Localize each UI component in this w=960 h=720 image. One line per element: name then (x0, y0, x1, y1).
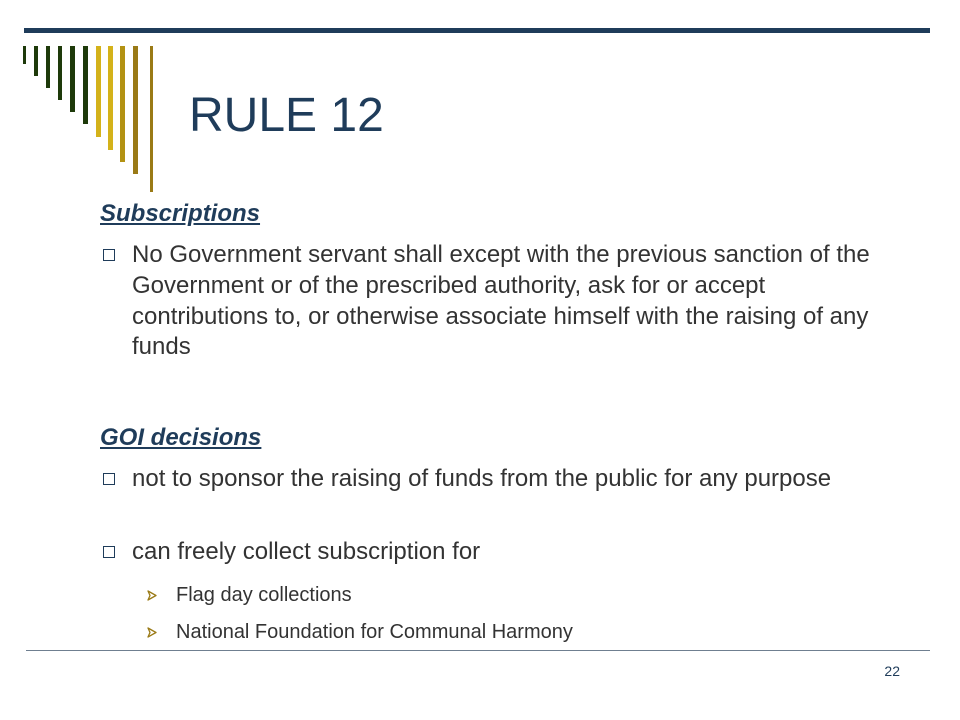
section-heading-goi-decisions: GOI decisions (100, 424, 262, 451)
arrow-right-icon (147, 627, 158, 638)
decorative-bar (150, 46, 153, 192)
hollow-square-icon (103, 473, 115, 485)
decorative-bar (58, 46, 62, 100)
slide-title: RULE 12 (189, 89, 384, 142)
decorative-bar (46, 46, 50, 88)
decorative-bar (96, 46, 101, 137)
hollow-square-icon (103, 546, 115, 558)
bullet-text: not to sponsor the raising of funds from the public for any purpose (132, 465, 832, 492)
decorative-bar (108, 46, 113, 150)
sub-bullet-text: National Foundation for Communal Harmony (176, 621, 573, 643)
sub-bullet-item (147, 582, 352, 608)
decorative-bar (83, 46, 88, 124)
decorative-bars (0, 0, 180, 200)
decorative-bar (34, 46, 38, 76)
decorative-bar (23, 46, 26, 64)
sub-bullet-item (147, 619, 573, 645)
bullet-item (100, 537, 900, 568)
decorative-bar (120, 46, 125, 162)
sub-bullet-text: Flag day collections (176, 584, 352, 606)
bullet-item (100, 240, 900, 363)
section-heading-subscriptions: Subscriptions (100, 200, 261, 227)
hollow-square-icon (103, 249, 115, 261)
arrow-right-icon (147, 590, 158, 601)
bullet-item (100, 464, 900, 495)
decorative-bar (70, 46, 75, 112)
page-number: 22 (884, 663, 900, 679)
bullet-text: can freely collect subscription for (132, 538, 481, 565)
bullet-text: No Government servant shall except with the previous sanction of the Government or of the prescribed authority, ask for or accept contributions to, or otherwise associate himself with the raising of any funds (132, 241, 870, 361)
decorative-bar (133, 46, 138, 174)
bottom-rule (26, 650, 930, 651)
